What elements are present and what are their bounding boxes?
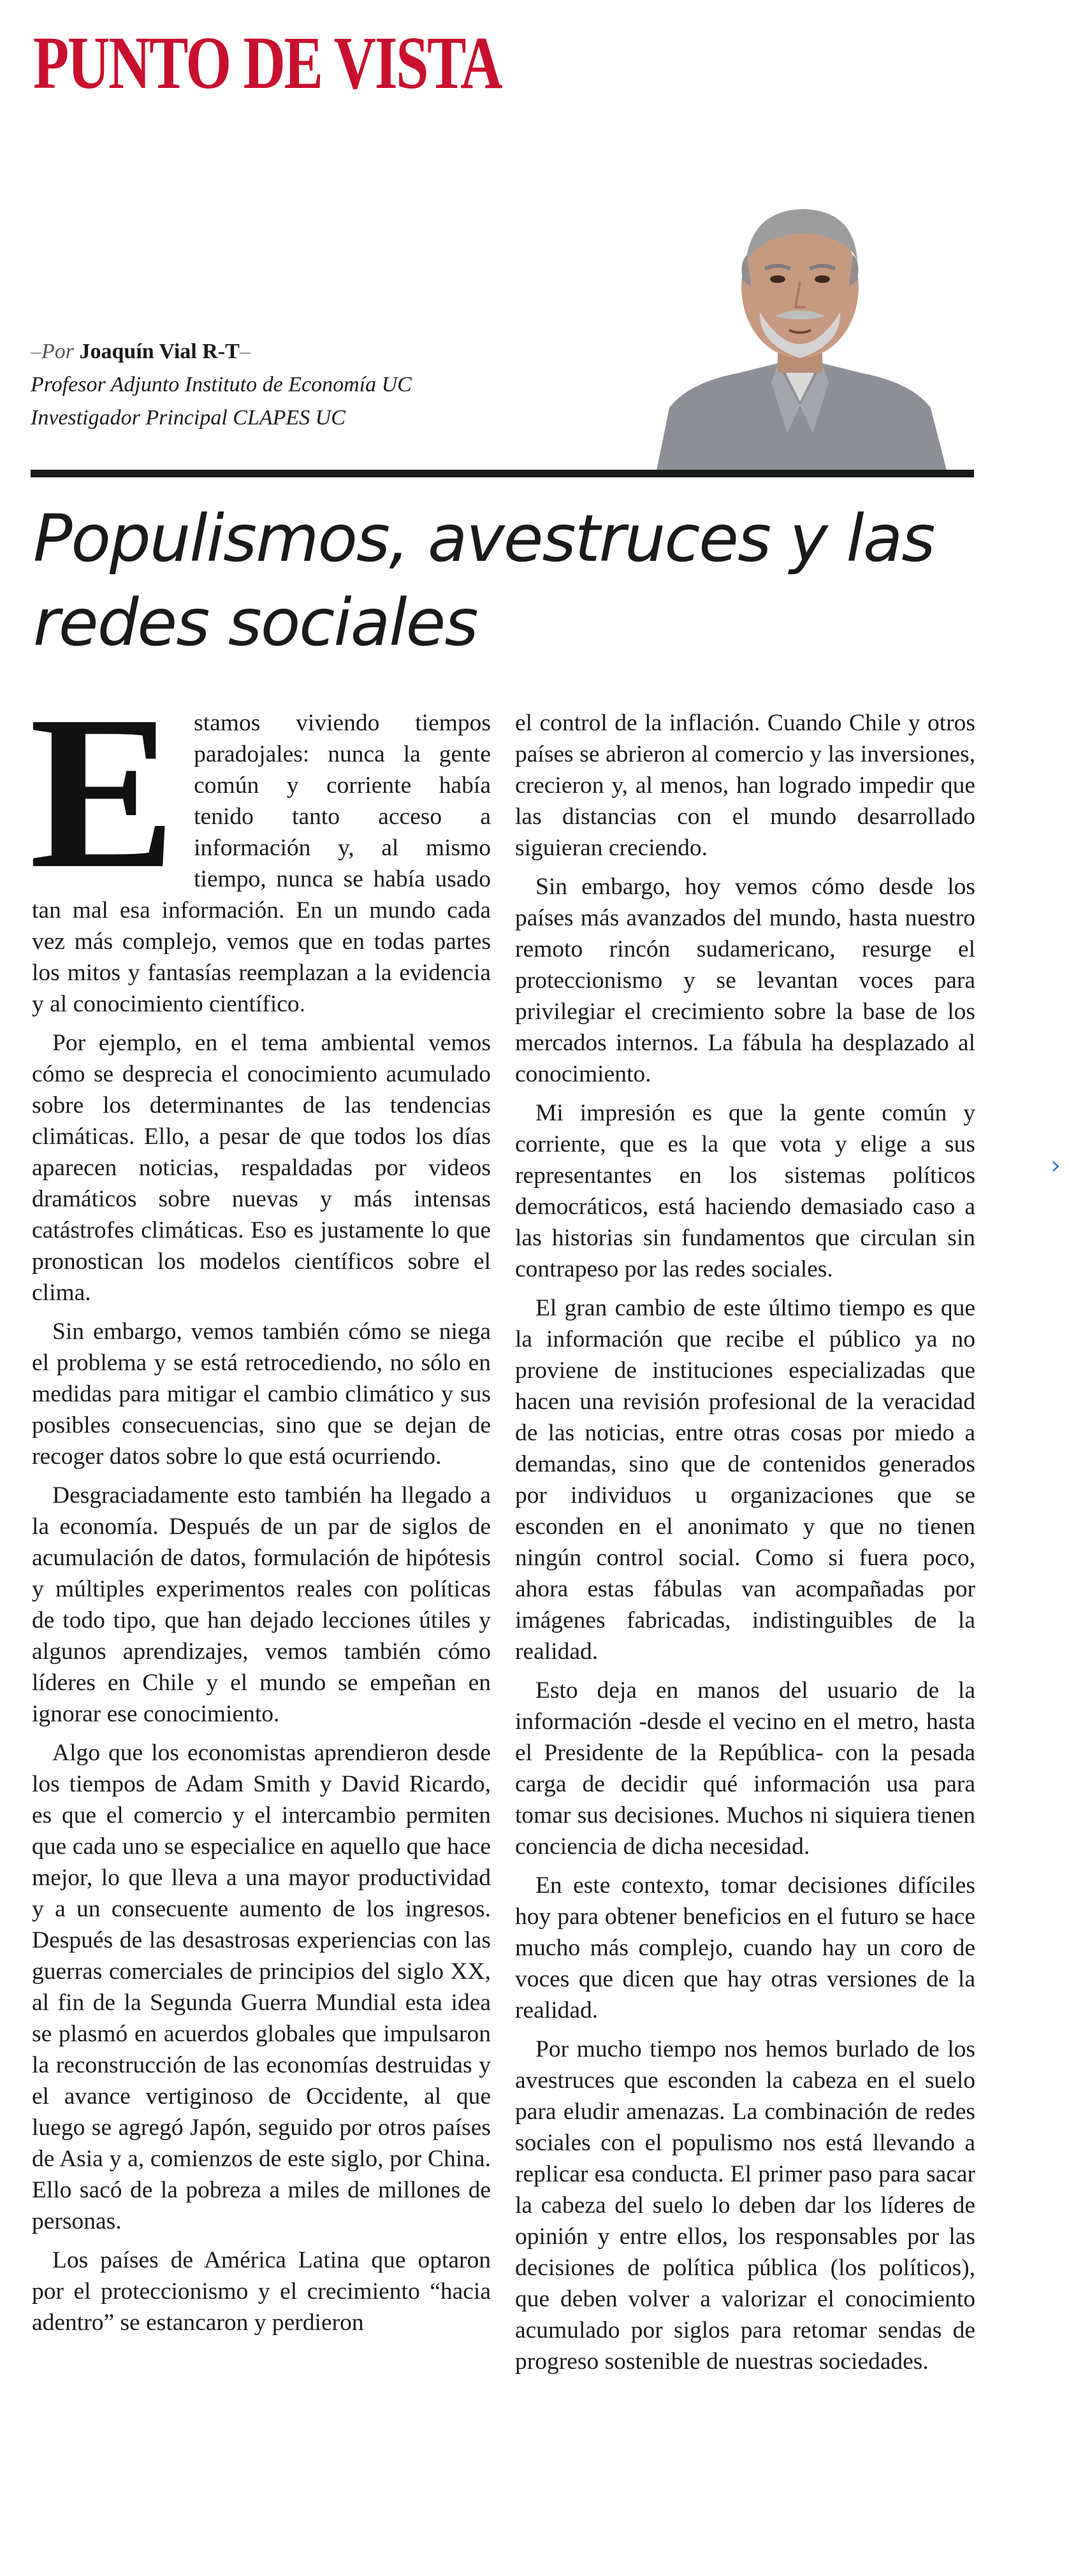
- article-paragraph: Los países de América Latina que optaron por el proteccionismo y el crecimiento “hacia adentro” se estancaron y perdieron: [32, 2247, 491, 2336]
- author-portrait-illustration: [650, 191, 950, 470]
- article-paragraph: El gran cambio de este último tiempo es que la información que recibe el público ya no proviene de instituciones especializadas que hacen una revisión profesional de la veracidad de las noticias, entre otras cosas por miedo a demandas, sino que de contenidos generados por individuos u organizaciones que se esconden en el anonimato y que no tienen ningún control social. Como si fuera poco, ahora estas fábulas van acompañadas por imágenes fabricadas, indistinguibles de la realidad.: [515, 1295, 975, 1665]
- author-portrait: [650, 191, 950, 470]
- article-paragraph: Sin embargo, hoy vemos cómo desde los países más avanzados del mundo, hasta nuestro remoto rincón sudamericano, resurge el proteccionismo y se levantan voces para privilegiar el crecimiento sobre la base de los mercados internos. La fábula ha desplazado al conocimiento.: [515, 874, 975, 1087]
- header-rule: [31, 470, 974, 477]
- author-role-2: Investigador Principal CLAPES UC: [31, 406, 345, 430]
- next-page-arrow-icon[interactable]: ›: [1051, 1151, 1061, 1180]
- byline-dash-left: –: [31, 340, 41, 363]
- byline: [31, 335, 412, 435]
- author-name: Joaquín Vial R-T: [79, 340, 240, 363]
- article-column-left: [29, 670, 491, 2346]
- byline-author-line: [31, 335, 412, 368]
- article-headline: Populismos, avestruces y las redes sociales: [33, 501, 934, 661]
- byline-dash-right: –: [239, 340, 251, 363]
- article-column-right: [515, 707, 975, 2385]
- article-paragraph: Por ejemplo, en el tema ambiental vemos cómo se desprecia el conocimiento acumulado sobre los determinantes de las tendencias climáticas. Ello, a pesar de que todos los días aparecen noticias, respaldadas por videos dramáticos sobre nuevas y más intensas catástrofes climáticas. Eso es justamente lo que pronostican los modelos científicos sobre el clima.: [32, 1030, 491, 1306]
- article-paragraph: Algo que los economistas aprendieron desde los tiempos de Adam Smith y David Ricardo, es que el comercio y el intercambio permiten que cada uno se especialice en aquello que hace mejor, lo que lleva a una mayor productividad y a un consecuente aumento de los ingresos. Después de las desastrosas experiencias con las guerras comerciales de principios del siglo XX, al fin de la Segunda Guerra Mundial esta idea se plasmó en acuerdos globales que impulsaron la reconstrucción de las economías destruidas y el avance vertiginoso de Occidente, al que luego se agregó Japón, seguido por otros países de Asia y a, comienzos de este siglo, por China. Ello sacó de la pobreza a miles de millones de personas.: [32, 1740, 491, 2234]
- article-paragraph: Sin embargo, vemos también cómo se niega el problema y se está retrocediendo, no sólo en medidas para mitigar el cambio climático y sus posibles consecuencias, sino que se dejan de recoger datos sobre lo que está ocurriendo.: [32, 1319, 491, 1470]
- article-paragraph: Por mucho tiempo nos hemos burlado de los avestruces que esconden la cabeza en el suelo para eludir amenazas. La combinación de redes sociales con el populismo nos está llevando a replicar esa conducta. El primer paso para sacar la cabeza del suelo lo deben dar los líderes de opinión y entre ellos, los responsables por las decisiones de política pública (los políticos), que deben volver a valorizar el conocimiento acumulado por siglos para retomar sendas de progreso sostenible de nuestras sociedades.: [515, 2036, 975, 2375]
- article-paragraph: Esto deja en manos del usuario de la información -desde el vecino en el metro, hasta el Presidente de la República- con la pesada carga de decidir qué información usa para tomar sus decisiones. Muchos ni siquiera tienen conciencia de dicha necesidad.: [515, 1677, 975, 1860]
- article-paragraph: Desgraciadamente esto también ha llegado a la economía. Después de un par de siglos de acumulación de datos, formulación de hipótesis y múltiples experimentos reales con políticas de todo tipo, que han dejado lecciones útiles y algunos aprendizajes, vemos también cómo líderes en Chile y el mundo se empeñan en ignorar ese conocimiento.: [32, 1482, 491, 1727]
- drop-cap: E: [29, 670, 177, 914]
- byline-por: Por: [41, 340, 74, 363]
- article-paragraph: En este contexto, tomar decisiones difíciles hoy para obtener beneficios en el futuro se hace mucho más complejo, cuando hay un coro de voces que dicen que hay otras versiones de la realidad.: [515, 1872, 975, 2023]
- article-paragraph: [29, 670, 491, 1020]
- section-title: PUNTO DE VISTA: [33, 21, 502, 105]
- article-paragraph: el control de la inflación. Cuando Chile y otros países se abrieron al comercio y las inversiones, crecieron y, al menos, han logrado impedir que las distancias con el mundo desarrollado siguieran creciendo.: [515, 710, 975, 861]
- article-paragraph-text: stamos viviendo tiempos paradojales: nunca la gente común y corriente había tenido tanto acceso a información y, al mismo tiempo, nunca se había usado tan mal esa información. En un mundo cada vez más complejo, vemos que en todas partes los mitos y fantasías reemplazan a la evidencia y al conocimiento científico.: [32, 710, 491, 1017]
- article-paragraph: Mi impresión es que la gente común y corriente, que es la que vota y elige a sus representantes en los sistemas políticos democráticos, está haciendo demasiado caso a las historias sin fundamentos que circulan sin contrapeso por las redes sociales.: [515, 1100, 975, 1282]
- author-role-1: Profesor Adjunto Instituto de Economía UC: [31, 373, 412, 396]
